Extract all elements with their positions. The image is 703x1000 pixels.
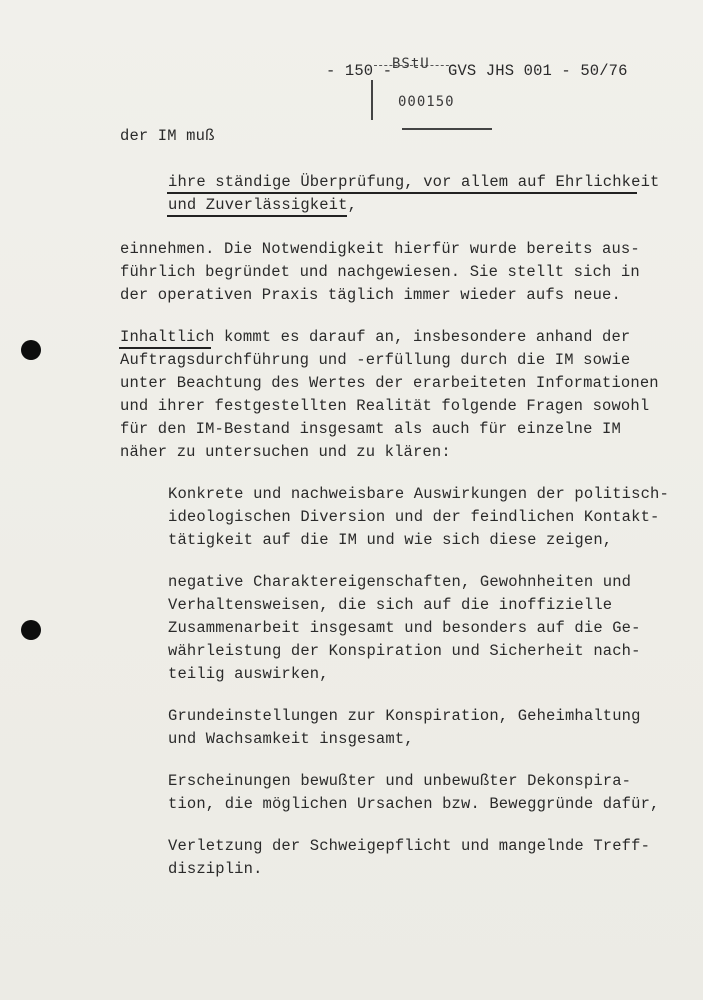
page-number: - 150 - [326,62,393,80]
document-reference: GVS JHS 001 - 50/76 [448,62,628,80]
lead-word-underline [119,347,211,349]
list-item-line: negative Charaktereigenschaften, Gewohnheiten und [168,573,632,591]
paragraph-line: der operativen Praxis täglich immer wieder aufs neue. [120,286,621,304]
list-item-line: disziplin. [168,860,263,878]
list-item-line: währleistung der Konspiration und Sicherheit nach- [168,642,641,660]
paragraph-line [120,327,630,347]
list-item-line: ideologischen Diversion und der feindlichen Kontakt- [168,508,660,526]
list-item-line: teilig auswirken, [168,665,329,683]
stamp-bar-horizontal [402,128,492,130]
intro-line: der IM muß [120,127,215,145]
emphasis-line: ihre ständige Überprüfung, vor allem auf Ehrlichkeit [168,173,660,191]
list-item-line: tion, die möglichen Ursachen bzw. Beweggründe dafür, [168,795,660,813]
paragraph-line: für den IM-Bestand insgesamt als auch für einzelne IM [120,420,621,438]
emphasis-underline [167,192,637,194]
paragraph-line: einnehmen. Die Notwendigkeit hierfür wurde bereits aus- [120,240,640,258]
list-item-line: Konkrete und nachweisbare Auswirkungen der politisch- [168,485,669,503]
list-item-line: und Wachsamkeit insgesamt, [168,730,414,748]
emphasis-line: und Zuverlässigkeit, [168,196,358,214]
list-item-line: Zusammenarbeit insgesamt und besonders auf die Ge- [168,619,641,637]
list-item-line: Grundeinstellungen zur Konspiration, Geheimhaltung [168,707,641,725]
stamp-archive-label: BStU [392,56,430,72]
list-item-line: Verletzung der Schweigepflicht und mangelnde Treff- [168,837,651,855]
stamp-bar-vertical [371,80,373,120]
stamp-archive-number: 000150 [398,94,455,110]
paragraph-line: und ihrer festgestellten Realität folgende Fragen sowohl [120,397,650,415]
punch-hole-bottom [21,620,41,640]
emphasis-underline [167,215,347,217]
paragraph-line: Auftragsdurchführung und -erfüllung durch die IM sowie [120,351,631,369]
punch-hole-top [21,340,41,360]
paragraph-line: führlich begründet und nachgewiesen. Sie stellt sich in [120,263,640,281]
list-item-line: Verhaltensweisen, die sich auf die inoffizielle [168,596,613,614]
paragraph-line: näher zu untersuchen und zu klären: [120,443,451,461]
underlined-lead-word: Inhaltlich [120,328,215,346]
paragraph-text: kommt es darauf an, insbesondere anhand der [214,328,631,346]
list-item-line: Erscheinungen bewußter und unbewußter Dekonspira- [168,772,632,790]
list-item-line: tätigkeit auf die IM und wie sich diese zeigen, [168,531,613,549]
paragraph-line: unter Beachtung des Wertes der erarbeiteten Informationen [120,374,659,392]
